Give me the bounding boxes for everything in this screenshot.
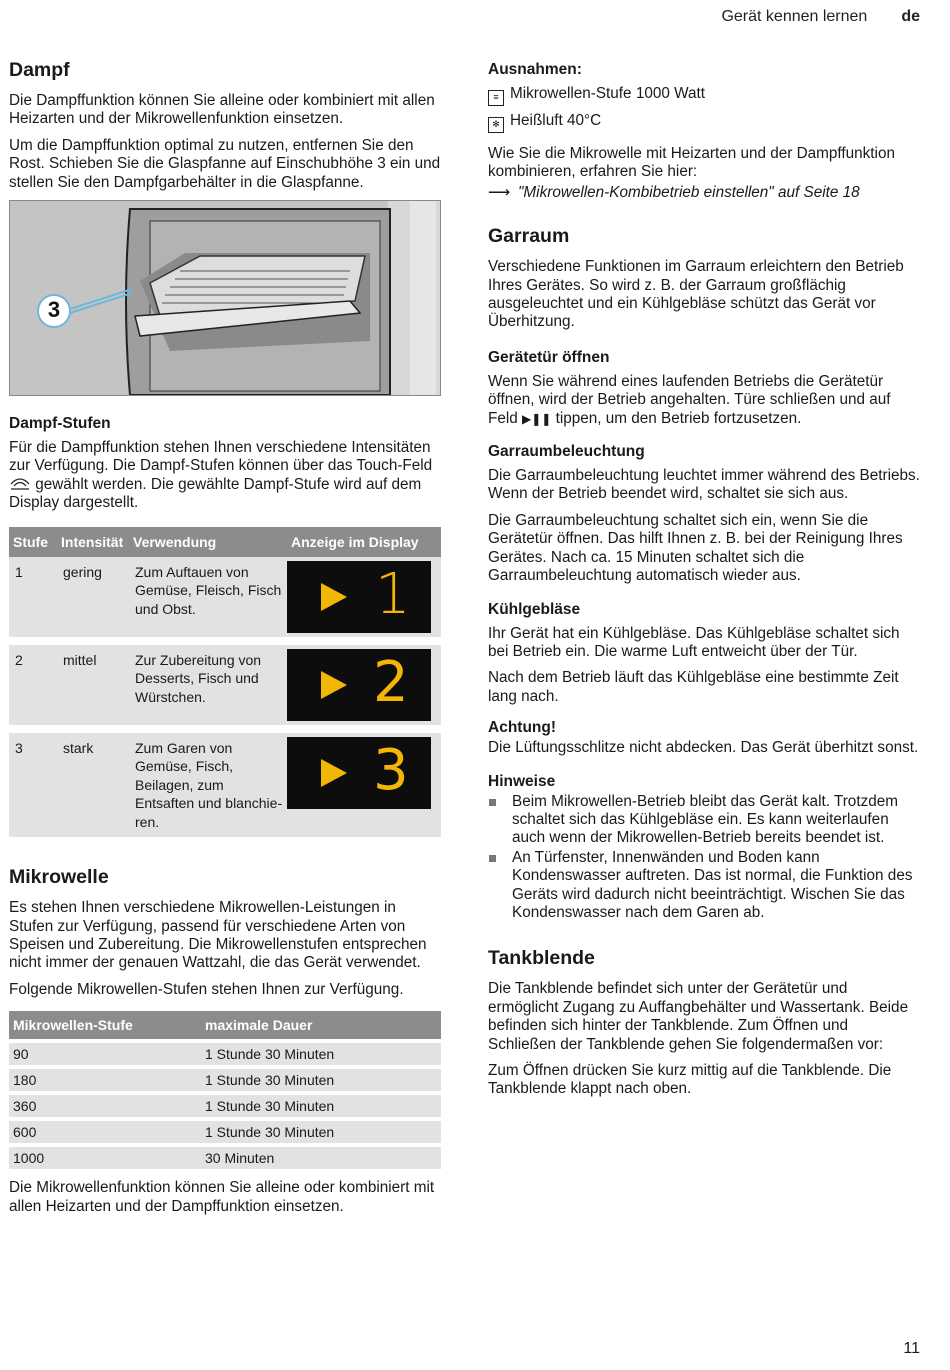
table-row xyxy=(9,557,441,641)
achtung-heading: Achtung! xyxy=(488,719,557,737)
page-header xyxy=(721,8,920,26)
dauer-cell: 1 Stunde 30 Minuten xyxy=(201,1041,441,1067)
dauer-cell: 30 Minuten xyxy=(201,1145,441,1169)
display-cell xyxy=(287,557,441,641)
mikrowellen-table xyxy=(9,1011,441,1169)
table-row xyxy=(9,1145,441,1169)
garraum-heading: Garraum xyxy=(488,225,570,248)
stufe-cell: 2 xyxy=(9,641,57,729)
verwendung-cell: Zum Auftauen von Gemüse, Fleisch, Fisch und Obst. xyxy=(129,557,287,641)
stufe-cell: 1000 xyxy=(9,1145,201,1169)
dampf-stufen-text-b: gewählt werden. Die gewählte Dampf-Stufe wird auf dem Display dargestellt. xyxy=(9,475,422,512)
kuehlgeblaese-paragraph-1: Ihr Gerät hat ein Kühlgebläse. Das Kühlgebläse schaltet sich bei Betrieb ein. Die warme Luft entweicht über der Tür. xyxy=(488,624,900,660)
tankblende-paragraph-2: Zum Öffnen drücken Sie kurz mittig auf die Tankblende. Die Tankblende klappt nach oben. xyxy=(488,1062,892,1098)
dauer-cell: 1 Stunde 30 Minuten xyxy=(201,1119,441,1145)
table-row xyxy=(9,1093,441,1119)
list-item: An Türfenster, Innenwänden und Boden kann Kondenswasser auftreten. Das ist normal, die Funktion des Geräts wird dadurch nicht beeinträchtigt. Wischen Sie das Kondenswasser nach dem Garen ab. xyxy=(488,849,920,923)
header-title: Gerät kennen lernen xyxy=(721,8,868,25)
column-header-anzeige: Anzeige im Display xyxy=(287,527,441,557)
display-preview xyxy=(287,649,431,721)
cross-reference-link[interactable]: "Mikrowellen-Kombibetrieb einstellen" auf Seite 18 xyxy=(518,183,860,201)
kuehlgeblaese-paragraph-2: Nach dem Betrieb läuft das Kühlgebläse eine bestimmte Zeit lang nach. xyxy=(488,669,899,705)
stufe-cell: 600 xyxy=(9,1119,201,1145)
intensitaet-cell: gering xyxy=(57,557,129,641)
stufe-cell: 1 xyxy=(9,557,57,641)
page-number: 11 xyxy=(903,1340,920,1357)
dampf-stufen-heading: Dampf-Stufen xyxy=(9,415,111,433)
ausnahme-text-1: Mikrowellen-Stufe 1000 Watt xyxy=(510,85,705,102)
left-column xyxy=(9,58,441,1224)
table-header-row xyxy=(9,1011,441,1041)
microwave-icon: ≡ xyxy=(488,90,504,106)
hot-air-icon: ✻ xyxy=(488,117,504,133)
ausnahmen-paragraph: Wie Sie die Mikrowelle mit Heizarten und der Dampffunktion kombinieren, erfahren Sie hier: xyxy=(488,145,895,181)
display-cell xyxy=(287,641,441,729)
geraetetuer-text-a: Wenn Sie während eines laufenden Betriebs die Gerätetür öffnen, wird der Betrieb angehalten. Türe schließen und auf Feld xyxy=(488,372,891,427)
table-row xyxy=(9,1067,441,1093)
column-header-stufe: Mikrowellen-Stufe xyxy=(9,1011,201,1041)
geraetetuer-paragraph xyxy=(488,373,920,428)
table-row xyxy=(9,729,441,842)
play-icon xyxy=(287,737,431,809)
dampf-paragraph-2: Um die Dampffunktion optimal zu nutzen, entfernen Sie den Rost. Schieben Sie die Glaspfanne auf Einschubhöhe 3 ein und stellen Sie den Dampfgarbehälter in die Glaspfanne. xyxy=(9,136,441,191)
right-column xyxy=(488,60,920,1107)
play-icon xyxy=(287,649,431,721)
mikrowelle-heading: Mikrowelle xyxy=(9,866,109,889)
verwendung-cell: Zur Zubereitung von Desserts, Fisch und Würstchen. xyxy=(129,641,287,729)
oven-rack-drawing xyxy=(10,201,440,395)
display-number: 2 xyxy=(373,649,409,715)
dampf-stufen-paragraph xyxy=(9,439,441,513)
ausnahmen-heading: Ausnahmen: xyxy=(488,61,582,78)
dampf-stufen-text-a: Für die Dampffunktion stehen Ihnen verschiedene Intensitäten zur Verfügung. Die Dampf-Stufen können über das Touch-Feld xyxy=(9,439,433,475)
display-number: 1 xyxy=(375,561,411,627)
dauer-cell: 1 Stunde 30 Minuten xyxy=(201,1093,441,1119)
table-row xyxy=(9,641,441,729)
stufe-cell: 360 xyxy=(9,1093,201,1119)
table-row xyxy=(9,1041,441,1067)
display-number: 3 xyxy=(373,737,409,803)
geraetetuer-heading: Gerätetür öffnen xyxy=(488,348,610,366)
tankblende-paragraph-1: Die Tankblende befindet sich unter der Gerätetür und ermöglicht Zugang zu Auffangbehälter und Wassertank. Beide befinden sich hinter der Tankblende. Zum Öffnen und Schließen der Tankblende gehen Sie folgendermaßen vor: xyxy=(488,980,909,1053)
mikrowelle-paragraph-1: Es stehen Ihnen verschiedene Mikrowellen-Leistungen in Stufen zur Verfügung, passend für verschiedene Arten von Speisen und Zubereitung. Die Mikrowellenstufen entsprechen nicht immer der genauen Wattzahl, die das Gerät verwendet. xyxy=(9,899,427,972)
garraum-paragraph: Verschiedene Funktionen im Garraum erleichtern den Betrieb Ihres Gerätes. So wird z. B. der Garraum großflächig ausgeleuchtet und ein Kühlgebläse schützt das Gerät vor Überhitzung. xyxy=(488,258,904,331)
beleuchtung-heading: Garraumbeleuchtung xyxy=(488,443,645,461)
language-code: de xyxy=(901,8,920,25)
arrow-icon: ⟶ xyxy=(488,183,510,201)
dampf-stufen-table xyxy=(9,527,441,846)
column-header-verwendung: Verwendung xyxy=(129,527,287,557)
list-item: Beim Mikrowellen-Betrieb bleibt das Gerät kalt. Trotzdem schaltet sich das Kühlgebläse ein. Es kann weiterlaufen auch wenn der Mikrowellen-Betrieb bereits beendet ist. xyxy=(488,793,920,848)
stufe-cell: 3 xyxy=(9,729,57,842)
display-preview xyxy=(287,561,431,633)
play-pause-icon: ▶❚❚ xyxy=(522,411,552,426)
mikrowelle-paragraph-2: Folgende Mikrowellen-Stufen stehen Ihnen zur Verfügung. xyxy=(9,980,404,998)
column-header-intensitaet: Intensität xyxy=(57,527,129,557)
intensitaet-cell: mittel xyxy=(57,641,129,729)
cross-reference xyxy=(488,184,920,202)
verwendung-cell: Zum Garen von Gemüse, Fisch, Beilagen, zum Entsaften und blanchie-ren. xyxy=(129,729,287,842)
achtung-text: Die Lüftungsschlitze nicht abdecken. Das Gerät überhitzt sonst. xyxy=(488,739,919,757)
tankblende-heading: Tankblende xyxy=(488,947,595,970)
geraetetuer-text-b: tippen, um den Betrieb fortzusetzen. xyxy=(555,409,802,427)
display-preview xyxy=(287,737,431,809)
display-cell xyxy=(287,729,441,842)
oven-illustration xyxy=(9,200,441,396)
dampf-heading: Dampf xyxy=(9,59,70,81)
dauer-cell: 1 Stunde 30 Minuten xyxy=(201,1067,441,1093)
mikrowelle-paragraph-3: Die Mikrowellenfunktion können Sie alleine oder kombiniert mit allen Heizarten und der Dampffunktion einsetzen. xyxy=(9,1179,435,1215)
figure-label-3: 3 xyxy=(47,297,61,323)
stufe-cell: 180 xyxy=(9,1067,201,1093)
table-row xyxy=(9,1119,441,1145)
stufe-cell: 90 xyxy=(9,1041,201,1067)
beleuchtung-paragraph-1: Die Garraumbeleuchtung leuchtet immer während des Betriebs. Wenn der Betrieb beendet wird, schaltet sie sich aus. xyxy=(488,467,920,503)
intensitaet-cell: stark xyxy=(57,729,129,842)
beleuchtung-paragraph-2: Die Garraumbeleuchtung schaltet sich ein, wenn Sie die Gerätetür öffnen. Das hilft Ihnen z. B. bei der Reinigung Ihres Gerätes. Nach ca. 15 Minuten schaltet sich die Garraumbeleuchtung automatisch wieder aus. xyxy=(488,511,903,585)
hinweise-list xyxy=(488,793,920,923)
dampf-paragraph-1: Die Dampffunktion können Sie alleine oder kombiniert mit allen Heizarten und der Mikrowellenfunktion einsetzen. xyxy=(9,92,435,128)
kuehlgeblaese-heading: Kühlgebläse xyxy=(488,600,581,618)
table-header-row xyxy=(9,527,441,557)
steam-touch-icon xyxy=(9,476,31,490)
ausnahme-item-2 xyxy=(488,112,920,133)
column-header-stufe: Stufe xyxy=(9,527,57,557)
ausnahme-text-2: Heißluft 40°C xyxy=(510,112,602,129)
column-header-dauer: maximale Dauer xyxy=(201,1011,441,1041)
ausnahme-item-1 xyxy=(488,85,920,106)
hinweise-heading: Hinweise xyxy=(488,772,556,790)
